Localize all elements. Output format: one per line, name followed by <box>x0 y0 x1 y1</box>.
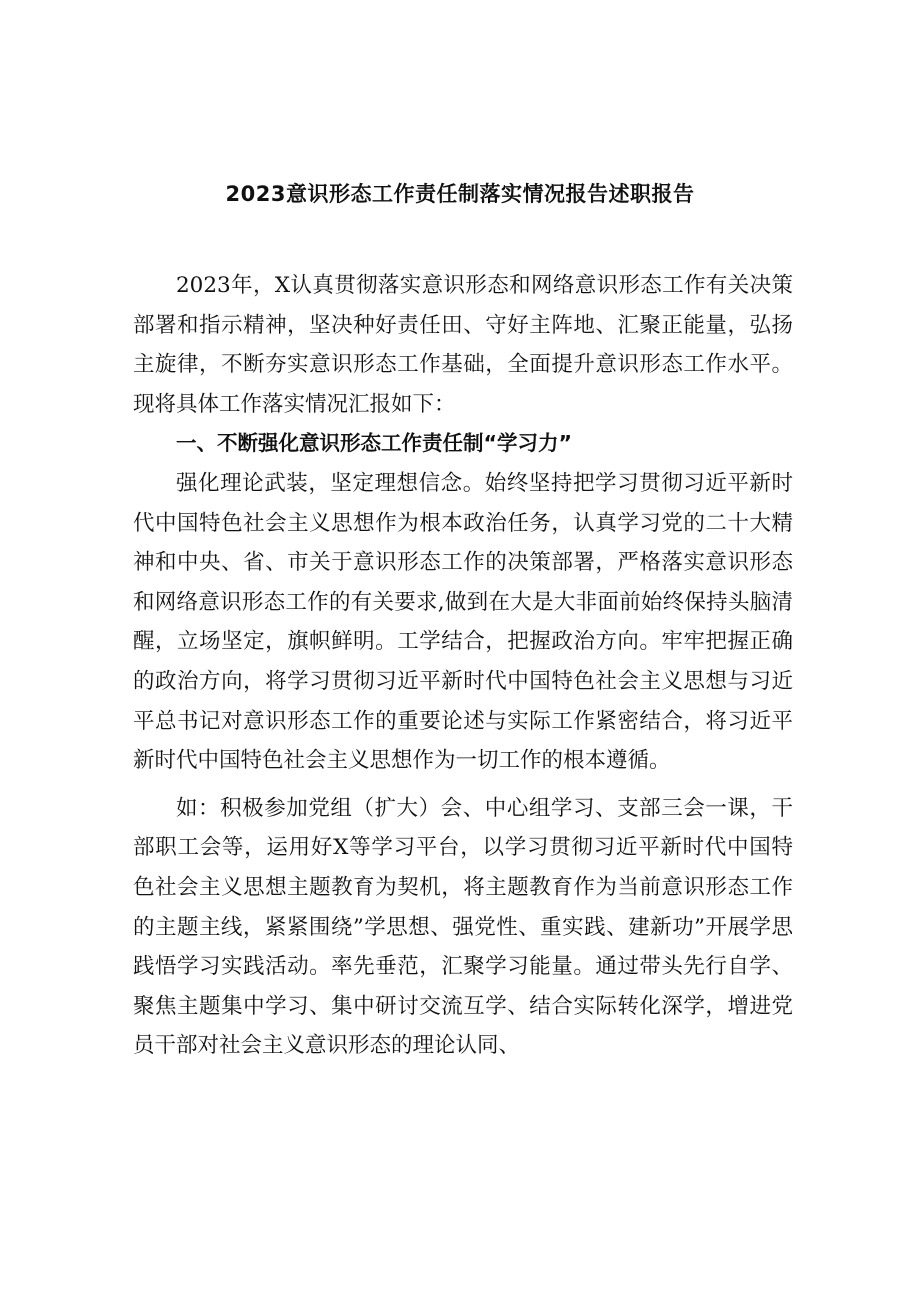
section-heading-1: 一、不断强化意识形态工作责任制“学习力” <box>176 431 572 456</box>
document-body <box>133 266 793 1066</box>
section-1-paragraph-2: 如：积极参加党组（扩大）会、中心组学习、支部三会一课，干部职工会等，运用好X等学习平台，以学习贯彻习近平新时代中国特色社会主义思想主题教育为契机，将主题教育作为当前意识形态工作的主题主线，紧紧围绕”学思想、强党性、重实践、建新功”开展学思践悟学习实践活动。率先垂范，汇聚学习能量。通过带头先行自学、聚焦主题集中学习、集中研讨交流互学、结合实际转化深学，增进党员干部对社会主义意识形态的理论认同、 <box>133 795 793 1059</box>
document-title: 2023意识形态工作责任制落实情况报告述职报告 <box>225 182 695 206</box>
intro-paragraph: 2023年，X认真贯彻落实意识形态和网络意识形态工作有关决策部署和指示精神，坚决种好责任田、守好主阵地、汇聚正能量，弘扬主旋律，不断夯实意识形态工作基础，全面提升意识形态工作水平。现将具体工作落实情况汇报如下： <box>133 273 793 417</box>
section-1-paragraph-1: 强化理论武装，坚定理想信念。始终坚持把学习贯彻习近平新时代中国特色社会主义思想作为根本政治任务，认真学习党的二十大精神和中央、省、市关于意识形态工作的决策部署，严格落实意识形态和网络意识形态工作的有关要求,做到在大是大非面前始终保持头脑清醒，立场坚定，旗帜鲜明。工学结合，把握政治方向。牢牢把握正确的政治方向，将学习贯彻习近平新时代中国特色社会主义思想与习近平总书记对意识形态工作的重要论述与实际工作紧密结合，将习近平新时代中国特色社会主义思想作为一切工作的根本遵循。 <box>133 470 793 774</box>
